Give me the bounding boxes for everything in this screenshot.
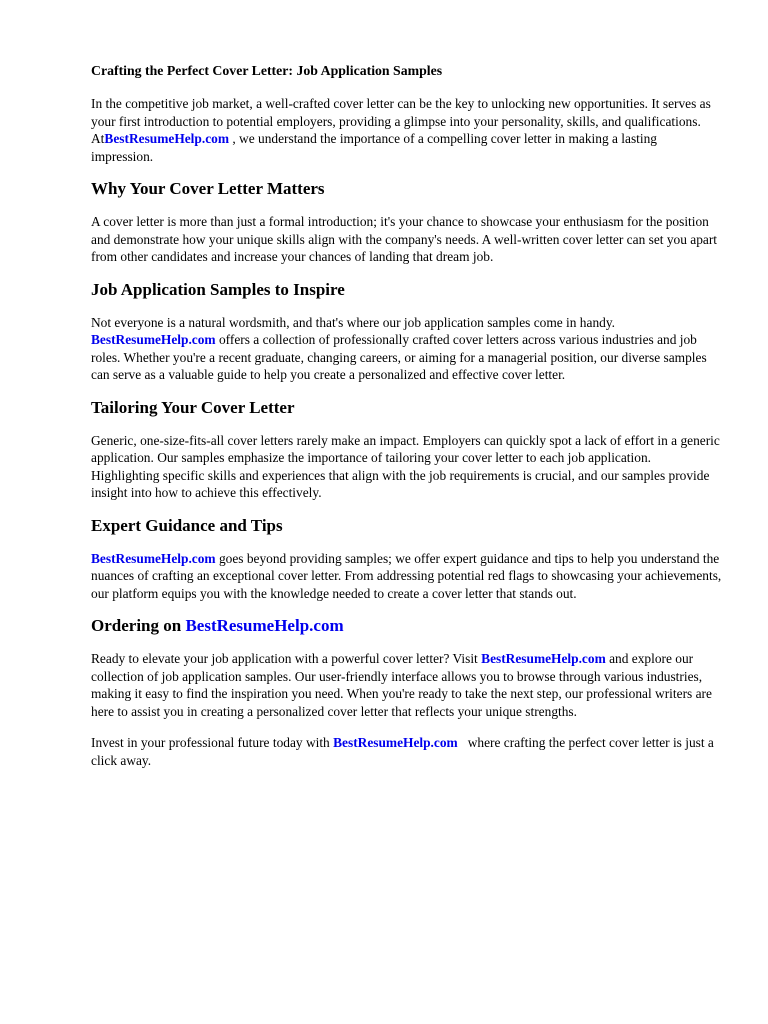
guidance-text-after: goes beyond providing samples; we offer expert guidance and tips to help you understand the nuances of crafting an exceptional cover letter. From addressing potential red flags to showcasing your achievements, our platform equips you with the knowledge needed to create a cover letter that stands out. [91, 550, 725, 601]
closing-text-after: where crafting the perfect cover letter is just a click away. [91, 735, 718, 768]
bestresumehelp-link[interactable]: BestResumeHelp.com [91, 332, 216, 347]
bestresumehelp-link[interactable]: BestResumeHelp.com [333, 735, 458, 750]
samples-paragraph [91, 314, 722, 384]
section-heading-samples: Job Application Samples to Inspire [91, 279, 345, 299]
intro-text-before: In the competitive job market, a well-crafted cover letter can be the key to unlocking new opportunities. It serves as your first introduction to potential employers, providing a glimpse into your personality, skills, and qualifications. At [91, 96, 715, 146]
ordering-paragraph [91, 650, 722, 720]
section-heading-guidance: Expert Guidance and Tips [91, 515, 283, 535]
intro-paragraph [91, 95, 722, 165]
bestresumehelp-link[interactable]: BestResumeHelp.com [185, 616, 344, 635]
section-heading-tailoring: Tailoring Your Cover Letter [91, 397, 295, 417]
why-matters-paragraph: A cover letter is more than just a formal introduction; it's your chance to showcase your enthusiasm for the position and demonstrate how your unique skills align with the company's needs. A well-written cover letter can set you apart from other candidates and increase your chances of landing that dream job. [91, 214, 721, 264]
bestresumehelp-link[interactable]: BestResumeHelp.com [481, 651, 606, 666]
ordering-text-before: Ready to elevate your job application with a powerful cover letter? Visit [91, 651, 482, 666]
section-heading-why-matters: Why Your Cover Letter Matters [91, 179, 325, 198]
samples-text-after: offers a collection of professionally crafted cover letters across various industries and job roles. Whether you're a recent graduate, changing careers, or aiming for a managerial position, our diverse samples can serve as a valuable guide to help you create a personalized and effective cover letter. [91, 332, 711, 382]
ordering-text-after: and explore our collection of job application samples. Our user-friendly interface allows you to browse through various industries, making it easy to find the inspiration you need. When you're ready to take the next step, our professional writers are here to assist you in creating a personalized cover letter that reflects your unique strengths. [91, 651, 716, 719]
tailoring-paragraph: Generic, one-size-fits-all cover letters rarely make an impact. Employers can quickly spot a lack of effort in a generic application. Our samples emphasize the importance of tailoring your cover letter to each job application. Highlighting specific skills and experiences that align with the job requirements is crucial, and our samples provide insight into how to achieve this effectively. [91, 432, 724, 500]
section-heading-ordering [91, 616, 722, 636]
samples-text-before: Not everyone is a natural wordsmith, and that's where our job application samples come in handy. [91, 314, 619, 330]
guidance-paragraph [91, 550, 725, 603]
closing-paragraph [91, 734, 722, 769]
closing-text-before: Invest in your professional future today with [91, 735, 334, 750]
ordering-heading-text: Ordering on [91, 616, 186, 635]
bestresumehelp-link[interactable]: BestResumeHelp.com [104, 131, 229, 146]
page-title: Crafting the Perfect Cover Letter: Job Application Samples [91, 63, 443, 78]
bestresumehelp-link[interactable]: BestResumeHelp.com [91, 550, 216, 566]
document-body [91, 62, 725, 769]
intro-text-after: , we understand the importance of a compelling cover letter in making a lasting impression. [91, 131, 661, 164]
